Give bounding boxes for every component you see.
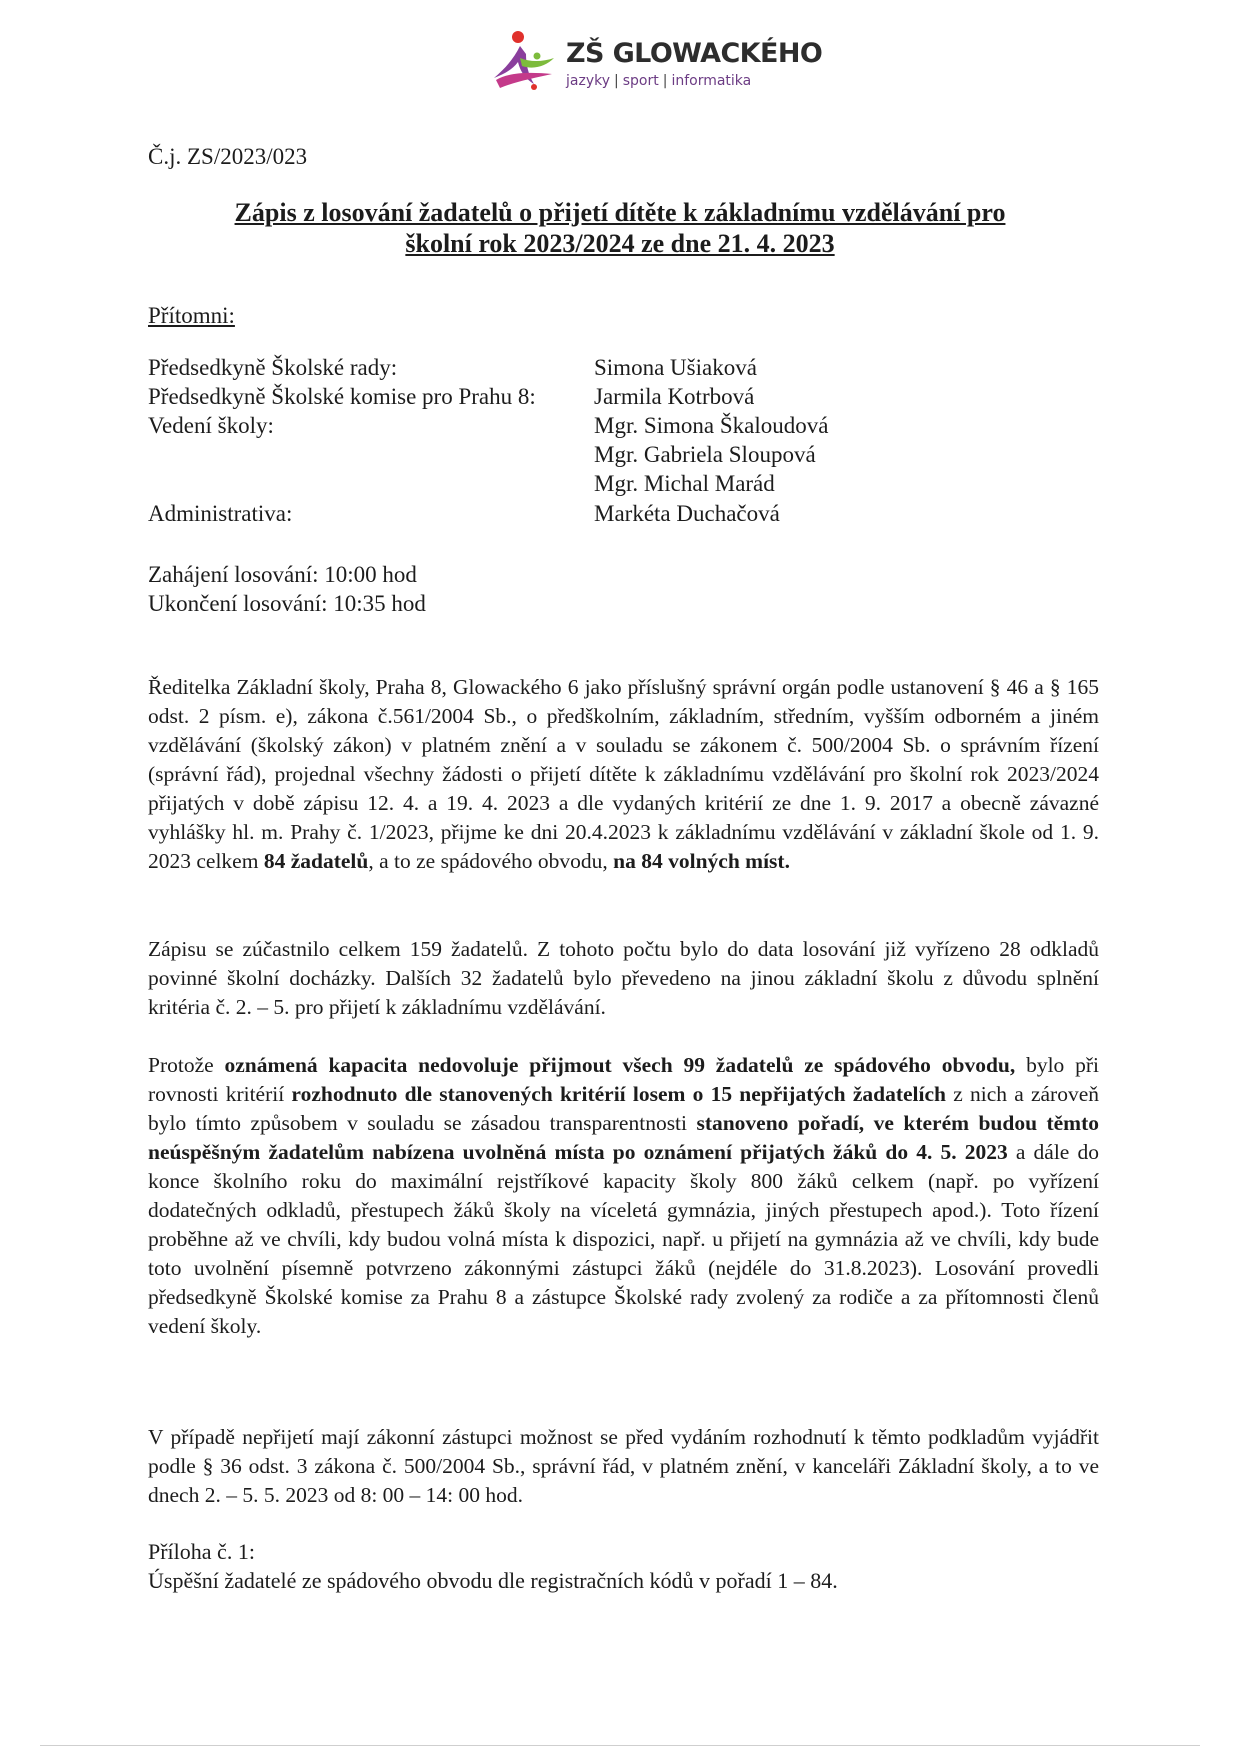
- paragraph-objection: V případě nepřijetí mají zákonní zástupci možnost se před vydáním rozhodnutí k těmto podkladům vyjádřit podle § 36 odst. 3 zákona č. 500/2004 Sb., správní řád, v platném znění, v kanceláři Základní školy, a to ve dnech 2. – 5. 5. 2023 od 8: 00 – 14: 00 hod.: [148, 1425, 1099, 1507]
- bold-run: stanoveno pořadí, ve kterém budou těmto neúspěšným žadatelům nabízena uvolněná místa po oznámení přijatých žáků do 4. 5. 2023: [148, 1111, 1100, 1164]
- bold-run: na 84 volných míst.: [613, 849, 790, 873]
- attendee-name: Mgr. Michal Marád: [594, 471, 775, 496]
- school-name: ZŠ GLOWACKÉHO: [566, 38, 823, 69]
- text-run: z nich a zároveň bylo tímto způsobem v souladu se zásadou transparentnosti: [148, 1082, 1100, 1135]
- text-run: Protože: [148, 1053, 225, 1077]
- paragraph-decision: [148, 673, 1099, 876]
- attendee-name: Jarmila Kotrbová: [594, 384, 755, 409]
- annex-label: Příloha č. 1:: [148, 1539, 255, 1564]
- attendee-role: Předsedkyně Školské komise pro Prahu 8:: [148, 384, 536, 409]
- lottery-start: Zahájení losování: 10:00 hod: [148, 562, 417, 587]
- title-line-1: Zápis z losování žadatelů o přijetí dítěte k základnímu vzdělávání pro: [234, 198, 1006, 227]
- paragraph-enrolment-stats: Zápisu se zúčastnilo celkem 159 žadatelů. Z tohoto počtu bylo do data losování již vyřízeno 28 odkladů povinné školní docházky. Dalších 32 žadatelů bylo převedeno na jinou základní školu z důvodu splnění kritéria č. 2. – 5. pro přijetí k základnímu vzdělávání.: [148, 937, 1099, 1019]
- attendee-name: Mgr. Gabriela Sloupová: [594, 442, 816, 467]
- attendee-name: Simona Ušiaková: [594, 355, 757, 380]
- bold-run: 84 žadatelů: [263, 849, 369, 873]
- tagline-languages: jazyky: [566, 73, 610, 89]
- text-run: , a to ze spádového obvodu,: [368, 849, 614, 873]
- tagline-separator: |: [662, 73, 668, 89]
- attendee-name: Mgr. Simona Škaloudová: [594, 413, 829, 438]
- title-line-2: školní rok 2023/2024 ze dne 21. 4. 2023: [405, 229, 835, 258]
- attendee-role: Administrativa:: [148, 501, 293, 526]
- school-logo: [490, 28, 823, 98]
- text-run: a dále do konce školního roku do maximální rejstříkové kapacity školy 800 žáků celkem (např. po vyřízení dodatečných odkladů, přestupech žáků školy na víceletá gymnázia, jiných přestupech apod.). Toto řízení proběhne až ve chvíli, kdy budou volná místa k dispozici, např. u přijetí na gymnázia až ve chvíli, kdy bude toto uvolnění písemně potvrzeno zákonnými zástupci žáků (nejdéle do 31.8.2023). Losování provedli předsedkyně Školské komise za Prahu 8 a zástupce Školské rady zvolený za rodiče a za přítomnosti členů vedení školy.: [148, 1140, 1099, 1338]
- lottery-end: Ukončení losování: 10:35 hod: [148, 591, 426, 616]
- bold-run: oznámená kapacita nedovoluje přijmout všech 99 žadatelů ze spádového obvodu,: [224, 1053, 1016, 1077]
- tagline-separator: |: [614, 73, 619, 89]
- text-run: Ředitelka Základní školy, Praha 8, Glowackého 6 jako příslušný správní orgán podle ustanovení § 46 a § 165 odst. 2 písm. e), zákona č.561/2004 Sb., o předškolním, základním, středním, vyšším odborném a jiném vzdělávání (školský zákon) v platném znění a v souladu se zákonem č. 500/2004 Sb. o správním řízení (správní řád), projednal všechny žádosti o přijetí dítěte k základnímu vzdělávání pro školní rok 2023/2024 přijatých v době zápisu 12. 4. a 19. 4. 2023 a dle vydaných kritérií ze dne 1. 9. 2017 a obecně závazné vyhlášky hl. m. Prahy č. 1/2023, přijme ke dni 20.4.2023 k základnímu vzdělávání v základní škole od 1. 9. 2023 celkem: [148, 675, 1099, 873]
- annex-description: Úspěšní žadatelé ze spádového obvodu dle registračních kódů v pořadí 1 – 84.: [148, 1568, 838, 1593]
- school-emblem-icon: [490, 28, 566, 92]
- paragraph-lottery: [148, 1051, 1099, 1341]
- tagline-informatics: informatika: [671, 73, 752, 89]
- attendee-role: Vedení školy:: [148, 413, 274, 438]
- tagline-sport: sport: [622, 73, 659, 89]
- school-tagline: [566, 73, 751, 89]
- attendee-name: Markéta Duchačová: [594, 501, 780, 526]
- text-run: bylo při rovnosti kritérií: [148, 1053, 1099, 1106]
- present-label: Přítomni:: [148, 303, 235, 328]
- attendee-role: Předsedkyně Školské rady:: [148, 355, 398, 380]
- document-title: [150, 197, 1090, 259]
- reference-number: Č.j. ZS/2023/023: [148, 144, 308, 169]
- bold-run: rozhodnuto dle stanovených kritérií losem o 15 nepřijatých žadatelích: [291, 1082, 946, 1106]
- page-bottom-rule: [40, 1745, 1200, 1746]
